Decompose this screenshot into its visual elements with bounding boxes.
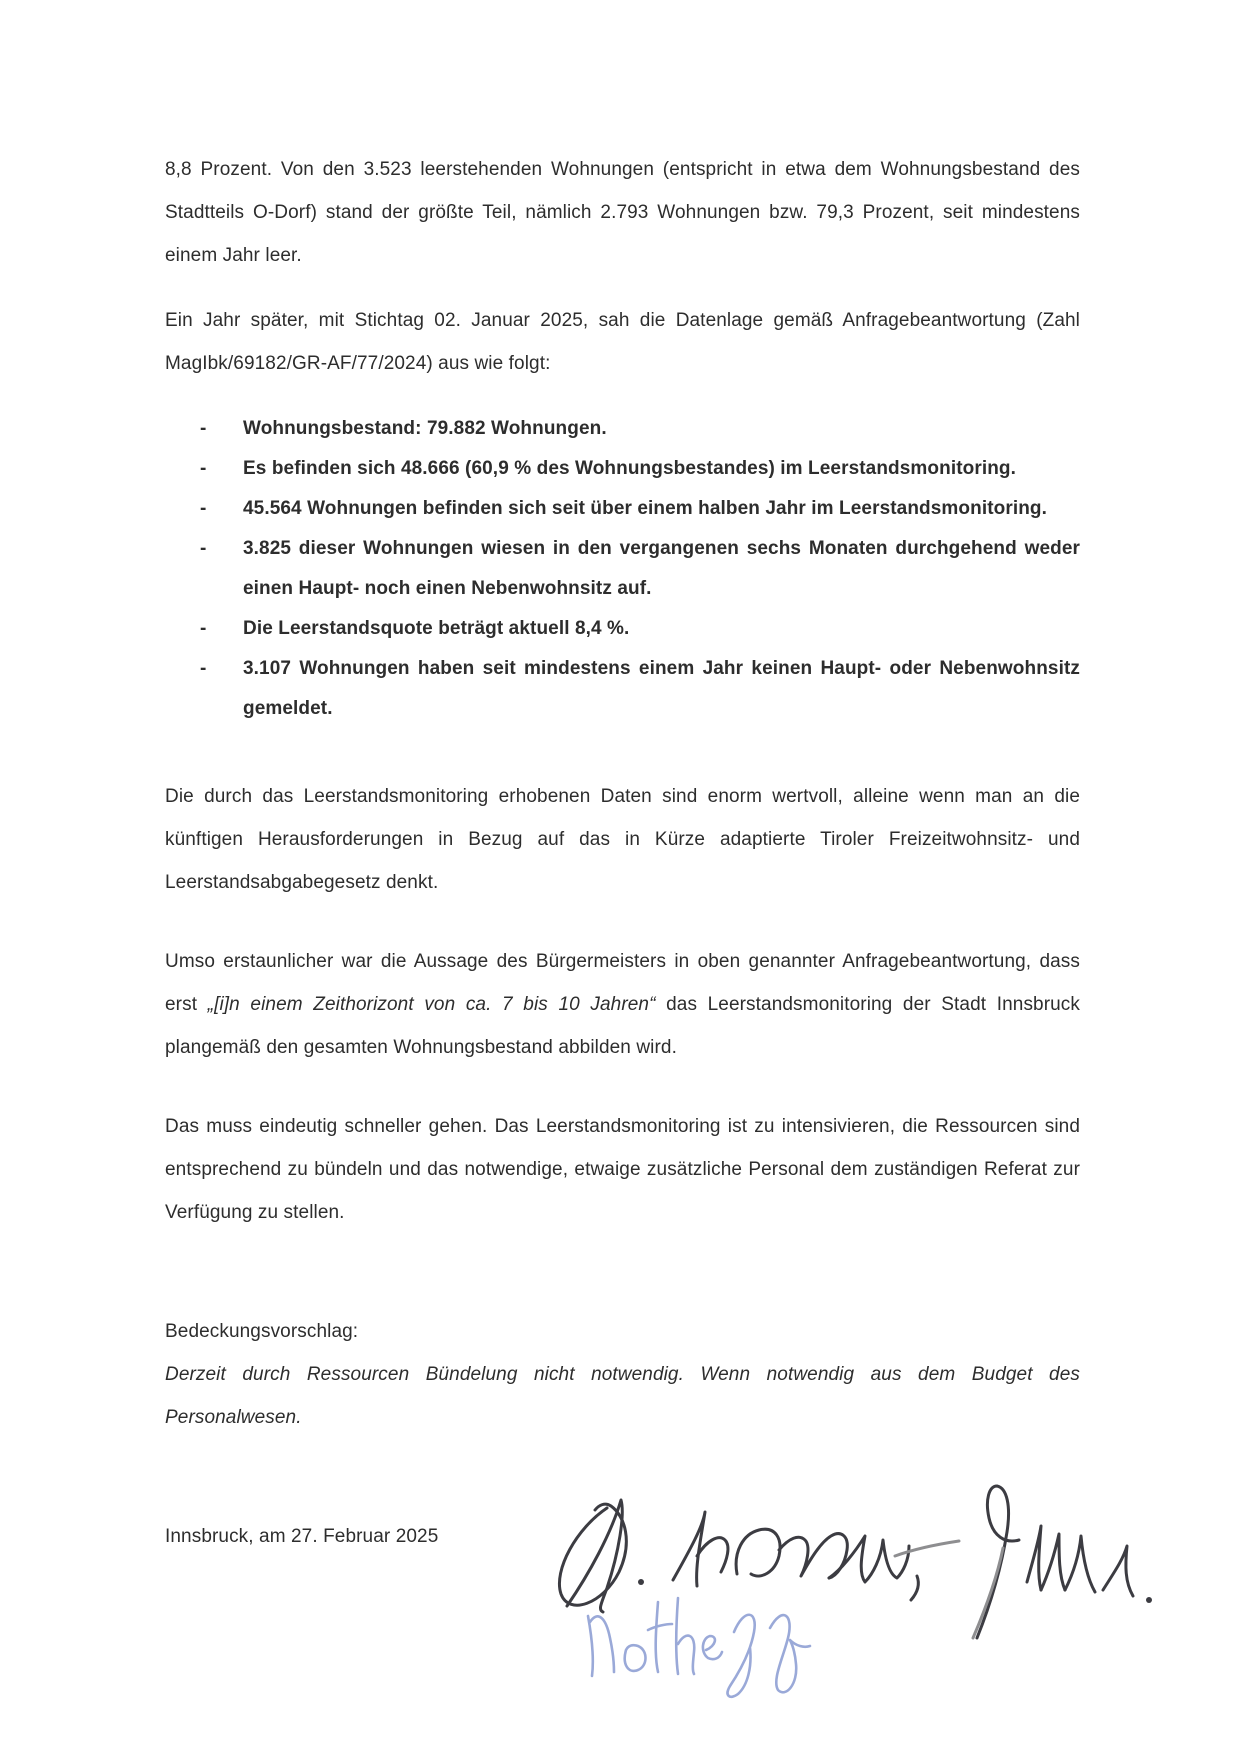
list-item-text: Die Leerstandsquote beträgt aktuell 8,4 %.	[243, 618, 630, 639]
list-item-text: 3.825 dieser Wohnungen wiesen in den vergangenen sechs Monaten durchgehend weder einen Haupt- noch einen Nebenwohnsitz auf.	[243, 538, 1080, 599]
dateline: Innsbruck, am 27. Februar 2025	[165, 1526, 439, 1547]
vacancy-stats-list	[165, 409, 1080, 729]
coverage-proposal-label: Bedeckungsvorschlag:	[165, 1321, 359, 1342]
coverage-proposal-text: Derzeit durch Ressourcen Bündelung nicht notwendig. Wenn notwendig aus dem Budget des Personalwesen.	[165, 1364, 1080, 1428]
bullet-marker: -	[200, 458, 207, 479]
list-item	[165, 649, 1080, 729]
bullet-marker: -	[200, 498, 207, 519]
bullet-marker: -	[200, 538, 207, 559]
list-item	[165, 489, 1080, 529]
list-item-text: Wohnungsbestand: 79.882 Wohnungen.	[243, 418, 607, 439]
mayor-statement-suffix: das Leerstandsmonitoring der Stadt Innsbruck plangemäß den gesamten Wohnungsbestand abbilden wird.	[165, 994, 1081, 1058]
list-item-text: Es befinden sich 48.666 (60,9 % des Wohnungsbestandes) im Leerstandsmonitoring.	[243, 458, 1017, 479]
list-item-text: 45.564 Wohnungen befinden sich seit über einem halben Jahr im Leerstandsmonitoring.	[243, 498, 1047, 519]
handwritten-signature-blue-ink	[578, 1588, 818, 1703]
list-item	[165, 409, 1080, 449]
bullet-marker: -	[200, 658, 207, 679]
paragraph-data-value: Die durch das Leerstandsmonitoring erhobenen Daten sind enorm wertvoll, alleine wenn man an die künftigen Herausforderungen in Bezug auf das in Kürze adaptierte Tiroler Freizeitwohnsitz- und Leerstandsabgabegesetz denkt.	[165, 786, 1080, 893]
mayor-statement-prefix: Umso erstaunlicher war die Aussage des Bürgermeisters in oben genannter Anfragebeantwortung, dass erst	[165, 951, 1080, 1015]
list-item	[165, 529, 1080, 609]
bullet-marker: -	[200, 418, 207, 439]
paragraph-demand: Das muss eindeutig schneller gehen. Das Leerstandsmonitoring ist zu intensivieren, die Ressourcen sind entsprechend zu bündeln und das notwendige, etwaige zusätzliche Personal dem zuständigen Referat zur Verfügung zu stellen.	[165, 1116, 1080, 1223]
list-item-text: 3.107 Wohnungen haben seit mindestens einem Jahr keinen Haupt- oder Nebenwohnsitz gemeldet.	[243, 658, 1080, 719]
list-item	[165, 609, 1080, 649]
paragraph-vacancy-continuation: 8,8 Prozent. Von den 3.523 leerstehenden Wohnungen (entspricht in etwa dem Wohnungsbestand des Stadtteils O-Dorf) stand der größte Teil, nämlich 2.793 Wohnungen bzw. 79,3 Prozent, seit mindestens einem Jahr leer.	[165, 159, 1080, 266]
document-body	[165, 148, 1080, 1558]
paragraph-mayor-statement	[165, 940, 1080, 1069]
paragraph-stichtag-2025: Ein Jahr später, mit Stichtag 02. Januar 2025, sah die Datenlage gemäß Anfragebeantwortung (Zahl MagIbk/69182/GR-AF/77/2024) aus wie folgt:	[165, 310, 1080, 374]
bullet-marker: -	[200, 618, 207, 639]
list-item	[165, 449, 1080, 489]
quote-zeithorizont: „[i]n einem Zeithorizont von ca. 7 bis 10 Jahren“	[207, 994, 656, 1015]
